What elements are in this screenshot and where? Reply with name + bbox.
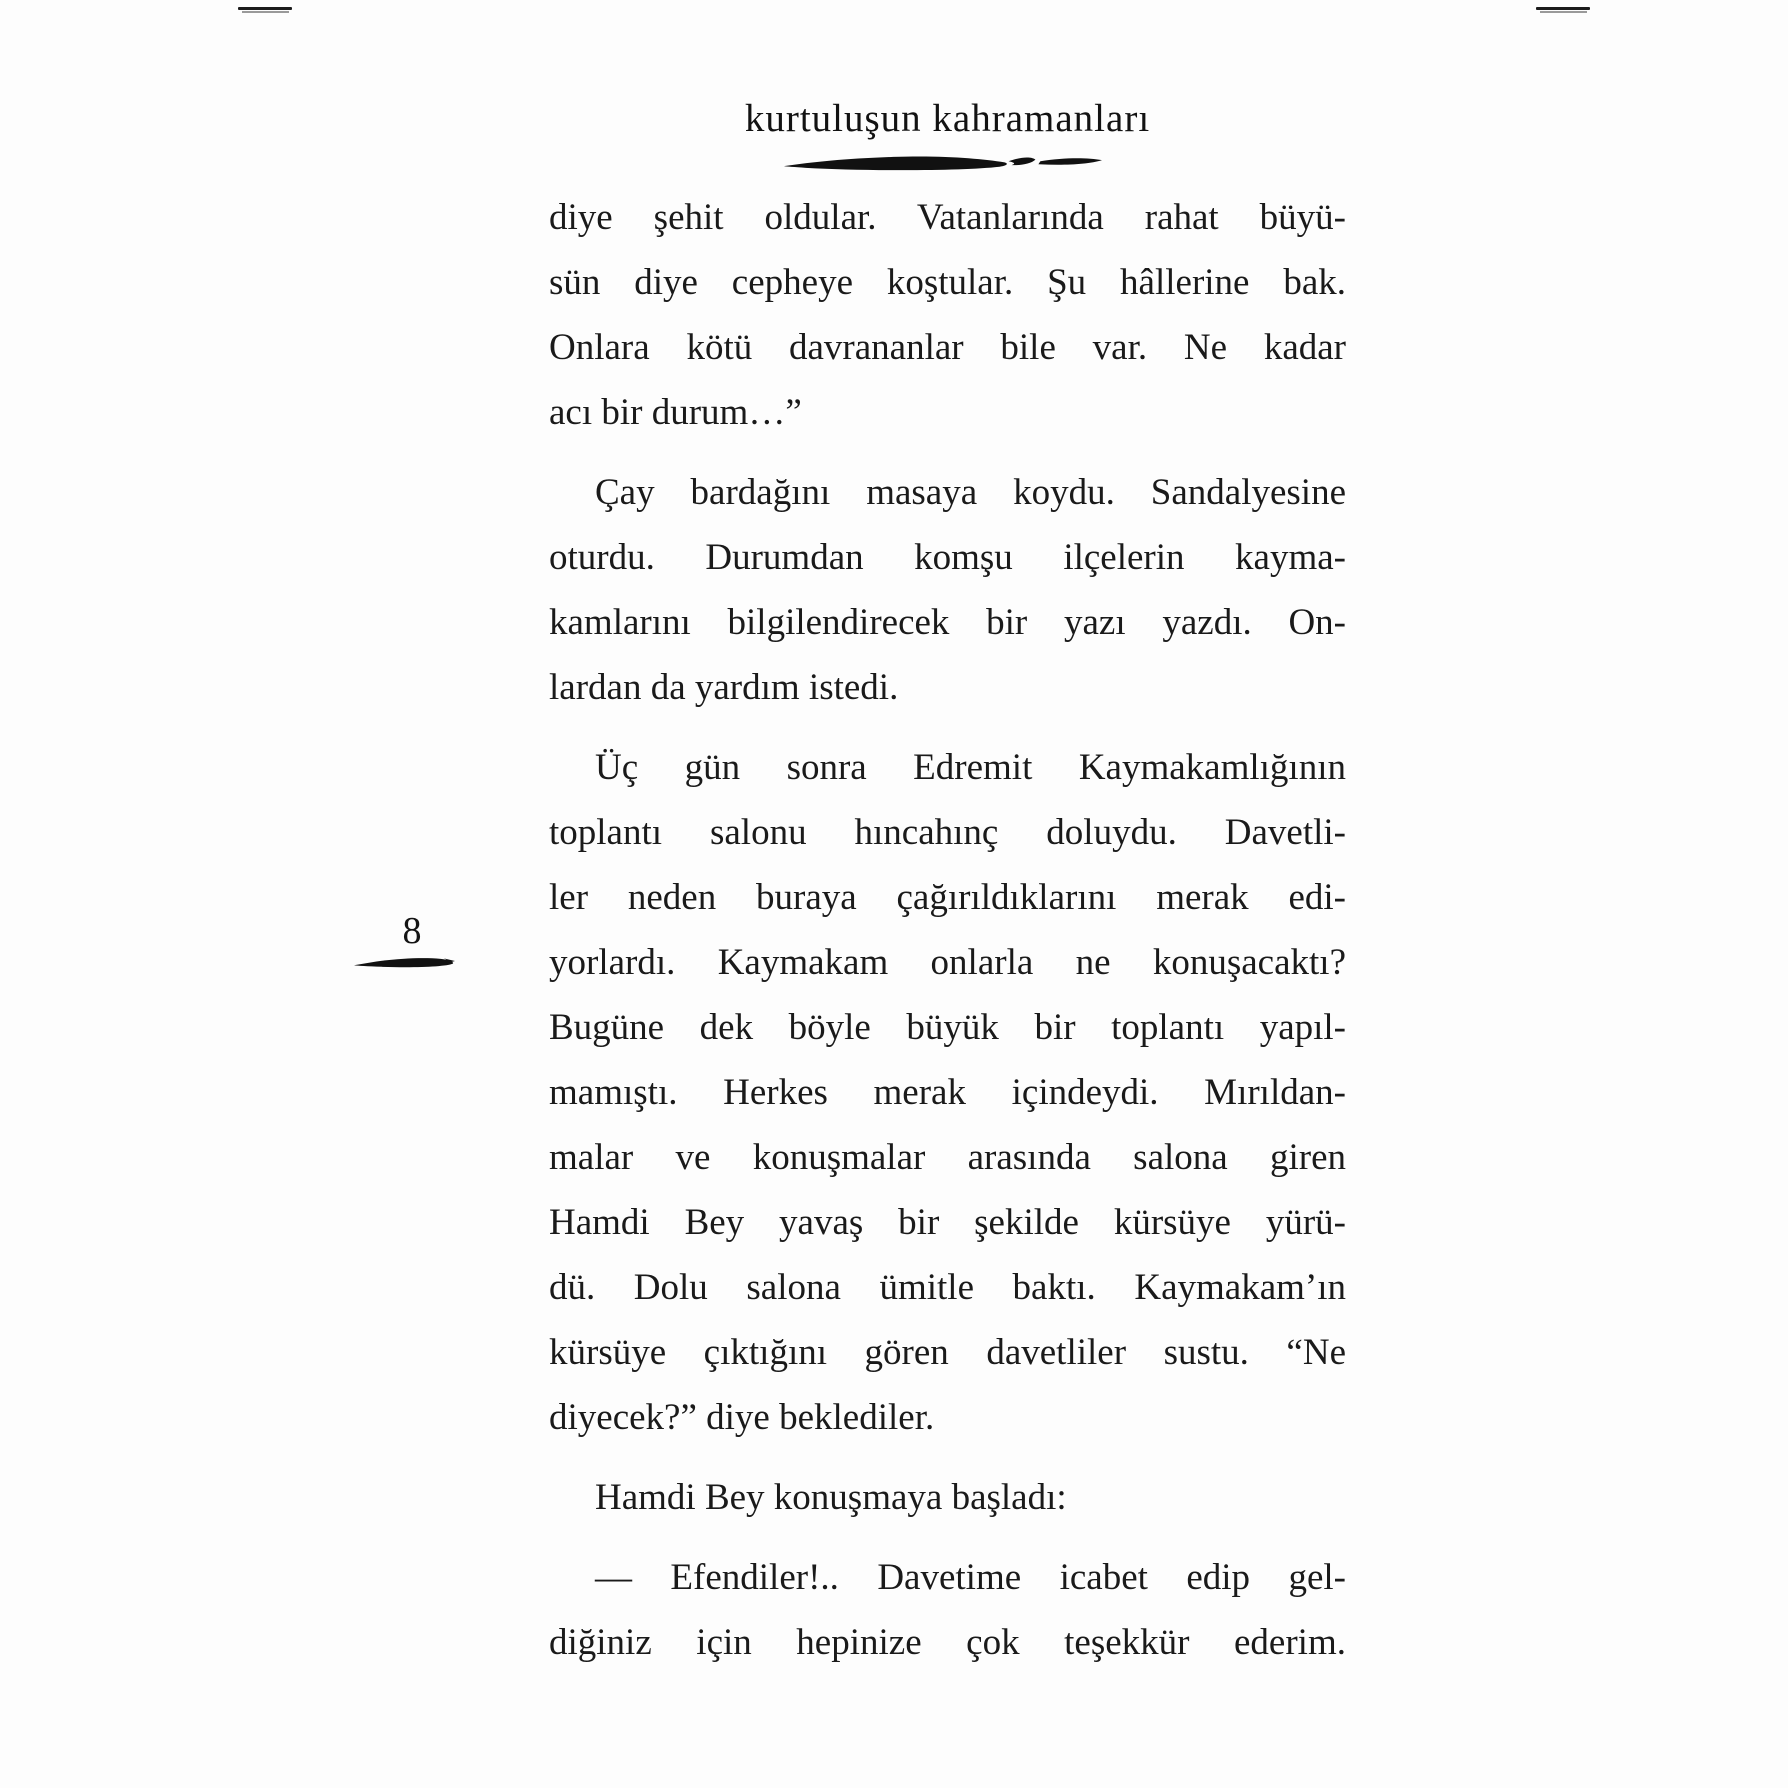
corner-mark-rule-shadow-icon: [242, 11, 288, 13]
paragraph: [549, 1465, 1346, 1530]
text-line: sün diye cepheye koştular. Şu hâllerine bak.: [549, 262, 1346, 303]
corner-mark-rule-shadow-icon: [1540, 11, 1586, 13]
page-number: 8: [402, 910, 422, 952]
text-line: diğiniz için hepinize çok teşekkür ederim.: [549, 1622, 1346, 1663]
header-brush-flourish-icon: [784, 152, 1102, 176]
text-line: Hamdi Bey konuşmaya başladı:: [595, 1477, 1067, 1518]
text-line: Üç gün sonra Edremit Kaymakamlığının: [595, 747, 1346, 788]
text-line: yorlardı. Kaymakam onlarla ne konuşacaktı?: [549, 942, 1346, 983]
running-head-title: kurtuluşun kahramanları: [744, 97, 1151, 140]
text-line: acı bir durum…”: [549, 392, 802, 433]
paragraph: [549, 1545, 1346, 1675]
text-line: toplantı salonu hıncahınç doluydu. Davetli-: [549, 812, 1346, 853]
page-number-brush-flourish-icon: [354, 953, 456, 970]
paragraph: [549, 185, 1346, 445]
text-line: Bugüne dek böyle büyük bir toplantı yapıl-: [549, 1007, 1346, 1048]
text-line: ler neden buraya çağırıldıklarını merak edi-: [549, 877, 1346, 918]
text-line: lardan da yardım istedi.: [549, 667, 899, 708]
text-line: Çay bardağını masaya koydu. Sandalyesine: [595, 472, 1346, 513]
text-line: Onlara kötü davrananlar bile var. Ne kadar: [549, 327, 1346, 368]
text-line: kürsüye çıktığını gören davetliler sustu. “Ne: [549, 1332, 1346, 1373]
text-line: mamıştı. Herkes merak içindeydi. Mırıldan-: [549, 1072, 1346, 1113]
top-left-corner-mark: [238, 7, 292, 15]
text-line: oturdu. Durumdan komşu ilçelerin kayma-: [549, 537, 1346, 578]
text-line: — Efendiler!.. Davetime icabet edip gel-: [595, 1557, 1346, 1598]
text-line: diye şehit oldular. Vatanlarında rahat büyü-: [549, 197, 1346, 238]
paragraph: [549, 460, 1346, 720]
paragraph: [549, 735, 1346, 1450]
corner-mark-rule-icon: [238, 7, 292, 10]
text-line: diyecek?” diye beklediler.: [549, 1397, 935, 1438]
corner-mark-rule-icon: [1536, 7, 1590, 10]
text-line: dü. Dolu salona ümitle baktı. Kaymakam’ın: [549, 1267, 1346, 1308]
text-line: malar ve konuşmalar arasında salona giren: [549, 1137, 1346, 1178]
body-text: [549, 185, 1346, 1675]
page-number-block: [342, 912, 482, 970]
top-right-corner-mark: [1536, 7, 1590, 15]
text-line: kamlarını bilgilendirecek bir yazı yazdı. On-: [549, 602, 1346, 643]
text-line: Hamdi Bey yavaş bir şekilde kürsüye yürü-: [549, 1202, 1346, 1243]
